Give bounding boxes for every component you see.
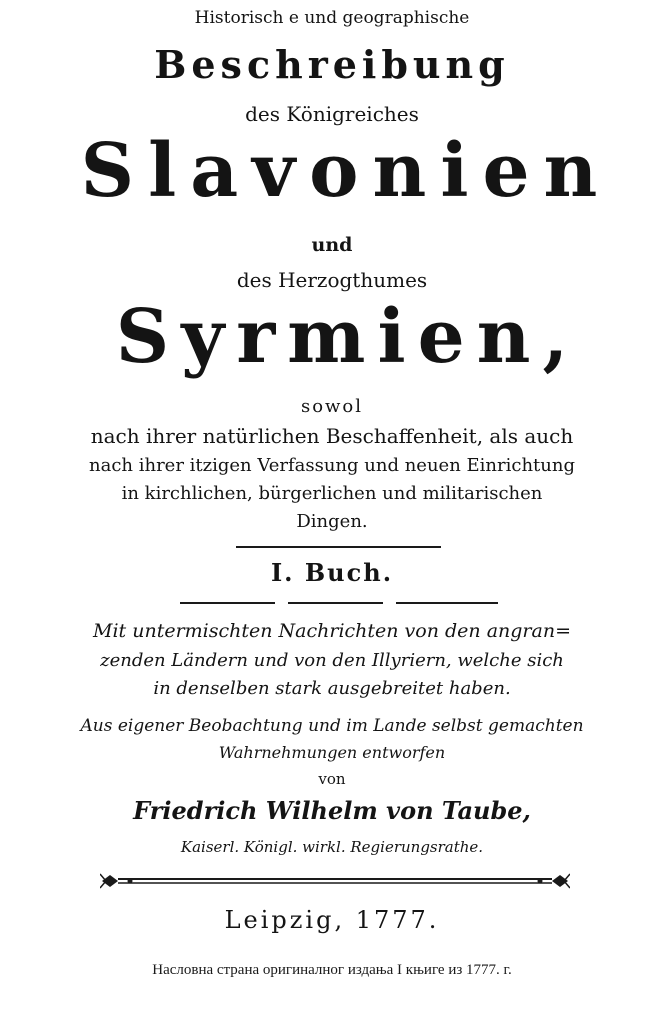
aus-line: Aus eigener Beobachtung und im Lande selbst gemachten [80,716,584,736]
herzogthumes-line: des Herzogthumes [236,268,428,292]
und-line: und [311,234,353,256]
title-slavonien: Slavonien [80,128,612,214]
description-line: Dingen. [296,511,368,532]
divider-rule [236,546,441,548]
des-koenigreiches-line: des Königreiches [245,102,419,126]
title-syrmien: Syrmien, [115,294,581,380]
image-caption: Насловна страна оригиналног издања I књиге из 1777. г. [152,962,512,978]
book-number: I. Buch. [270,558,394,587]
description-line: nach ihrer natürlichen Beschaffenheit, als auch [90,424,574,448]
description-line: nach ihrer itzigen Verfassung und neuen Einrichtung [89,455,575,476]
description-line: in kirchlichen, bürgerlichen und militarischen [121,483,543,504]
mit-line: zenden Ländern und von den Illyriern, welche sich [100,650,564,671]
main-title-beschreibung: Beschreibung [154,42,510,87]
subtitle-line: Historisch e und geographische [194,8,470,28]
mit-line: in denselben stark ausgebreitet haben. [153,678,511,699]
aus-line: Wahrnehmungen entworfen [218,743,446,762]
author-rank: Kaiserl. Königl. wirkl. Regierungsrathe. [180,838,484,856]
mit-line: Mit untermischten Nachrichten von den angran= [93,620,571,642]
place-and-year: Leipzig, 1777. [224,906,440,934]
sowol-line: sowol [300,396,364,417]
ornamental-rule [100,870,570,892]
dashed-divider [180,602,498,606]
von-line: von [318,770,346,788]
author-name: Friedrich Wilhelm von Taube, [133,796,531,825]
